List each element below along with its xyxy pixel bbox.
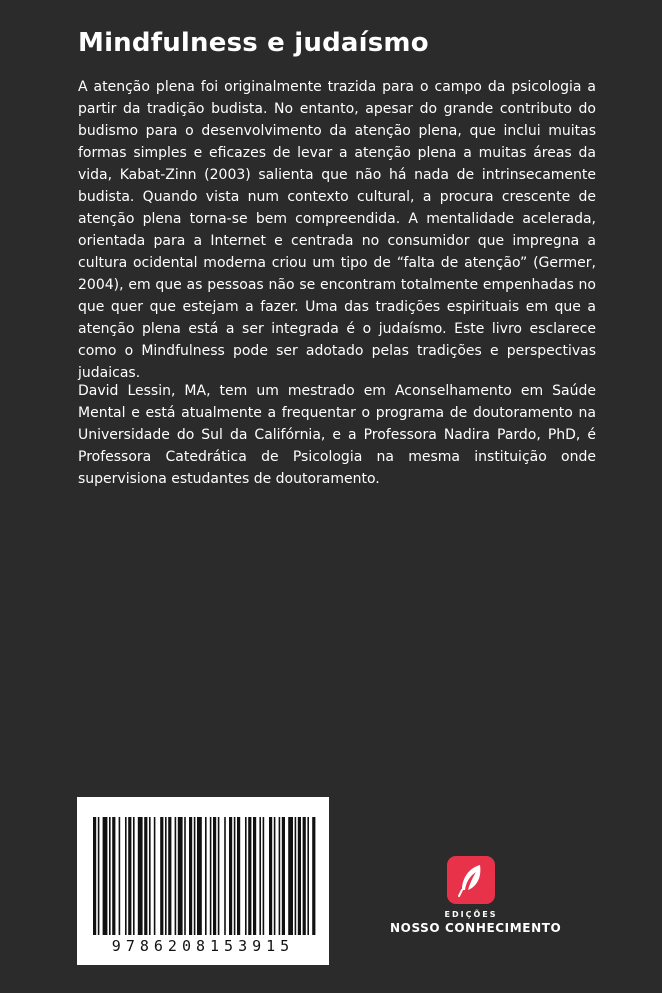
book-title: Mindfulness e judaísmo [78,28,429,58]
publisher-logo [390,856,562,935]
author-bio: David Lessin, MA, tem um mestrado em Aconselhamento em Saúde Mental e está atualmente a frequentar o programa de doutoramento na Universidade do Sul da Califórnia, e a Professora Nadira Pardo, PhD, é Professora Catedrática de Psicologia na mesma instituição onde supervisiona estudantes de doutoramento. [78,383,596,487]
publisher-label-small: EDIÇÕES [444,910,498,919]
isbn-number: 9786208153915 [111,937,295,955]
publisher-name: NOSSO CONHECIMENTO [390,921,562,935]
isbn-barcode [77,797,329,965]
feather-icon [447,856,495,904]
book-description: A atenção plena foi originalmente trazida para o campo da psicologia a partir da tradição budista. No entanto, apesar do grande contributo do budismo para o desenvolvimento da atenção plena, que inclui muitas formas simples e eficazes de levar a atenção plena a muitas áreas da vida, Kabat-Zinn (2003) salienta que não há nada de intrinsecamente budista. Quando vista num contexto cultural, a procura crescente de atenção plena torna-se bem compreendida. A mentalidade acelerada, orientada para a Internet e centrada no consumidor que impregna a cultura ocidental moderna criou um tipo de “falta de atenção” (Germer, 2004), em que as pessoas não se encontram totalmente empenhadas no que quer que estejam a fazer. Uma das tradições espirituais em que a atenção plena está a ser integrada é o judaísmo. Este livro esclarece como o Mindfulness pode ser adotado pelas tradições e perspectivas judaicas. [78,79,596,381]
